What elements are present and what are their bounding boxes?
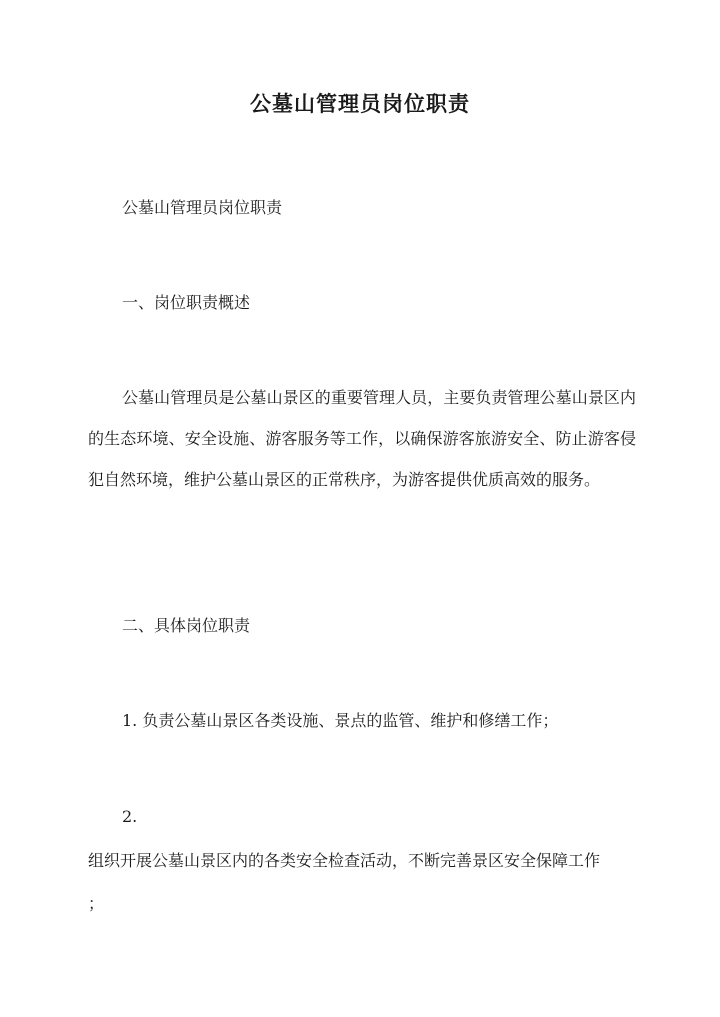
section-heading-duties: 二、具体岗位职责 bbox=[122, 616, 251, 635]
document-title: 公墓山管理员岗位职责 bbox=[250, 91, 470, 116]
duty-item-1: 1. 负责公墓山景区各类设施、景点的监管、维护和修缮工作； bbox=[122, 711, 559, 730]
section-heading-overview: 一、岗位职责概述 bbox=[122, 293, 251, 312]
document-subtitle: 公墓山管理员岗位职责 bbox=[122, 198, 283, 217]
duty-item-2-tail: ； bbox=[88, 894, 105, 913]
overview-paragraph: 公墓山管理员是公墓山景区的重要管理人员，主要负责管理公墓山景区内的生态环境、安全设施、游客服务等工作，以确保游客旅游安全、防止游客侵犯自然环境，维护公墓山景区的正常秩序，为游客提供优质高效的服务。 bbox=[88, 388, 636, 489]
duty-item-2-text: 组织开展公墓山景区内的各类安全检查活动，不断完善景区安全保障工作 bbox=[88, 851, 601, 870]
duty-item-2-number: 2. bbox=[122, 807, 138, 826]
